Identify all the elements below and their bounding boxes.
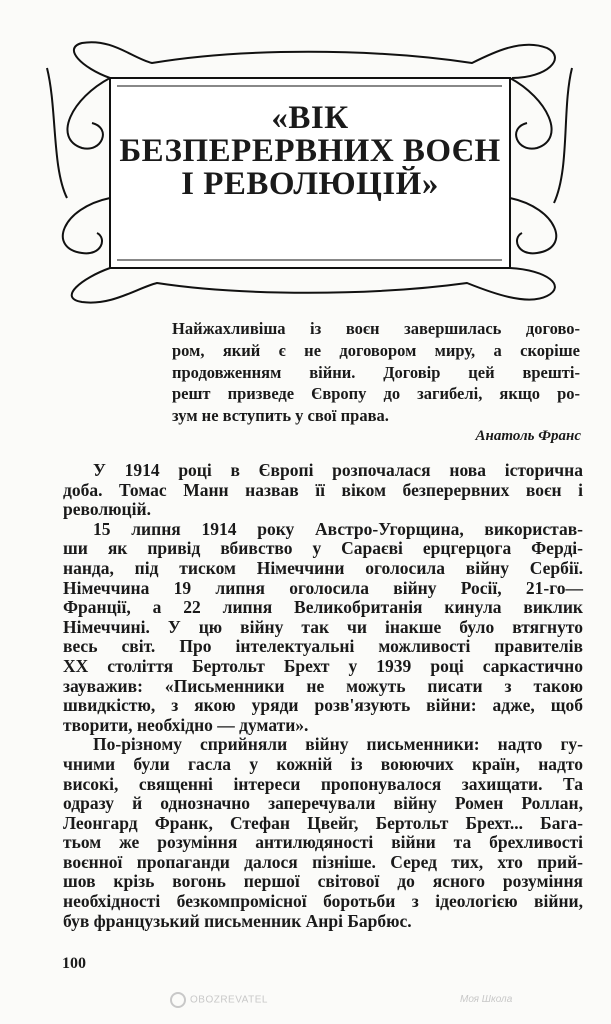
- epigraph-line: ром, який є не договором миру, а скоріше: [172, 340, 580, 360]
- epigraph-author: Анатоль Франс: [475, 428, 581, 444]
- title-line: І РЕВОЛЮЦІЙ»: [181, 166, 439, 202]
- page-number: 100: [62, 955, 86, 972]
- body-line: Леонгард Франк, Стефан Цвейг, Бертольт Брехт... Бага-: [63, 812, 583, 833]
- body-line: революцій.: [63, 499, 151, 520]
- body-line: Німеччина 19 липня оголосила війну Росії, 21-го—: [63, 577, 583, 598]
- body-line: нанда, під тиском Німеччини оголосила війну Сербії.: [63, 557, 583, 578]
- body-line: Франції, а 22 липня Великобританія кинула виклик: [63, 597, 583, 618]
- body-line: одразу й однозначно заперечували війну Ромен Роллан,: [63, 793, 583, 814]
- epigraph-line: зум не вступить у свої права.: [172, 406, 389, 426]
- body-line: ши як привід вбивство у Сараєві ерцгерцога Ферді-: [63, 538, 583, 559]
- epigraph-line: Найжахливіша із воєн завершилась догово-: [172, 319, 580, 338]
- body-text: [63, 461, 583, 931]
- body-line: У 1914 році в Європі розпочалася нова історична: [93, 460, 583, 480]
- body-line: був французький письменник Анрі Барбюс.: [63, 910, 412, 931]
- body-line: зауважив: «Письменники не можуть писати з такою: [63, 675, 583, 696]
- watermark-brand: OBOZREVATEL: [170, 992, 268, 1008]
- epigraph: [172, 318, 580, 427]
- watermark-school: Моя Школа: [460, 994, 513, 1005]
- body-line: чними були гасла у кожній із воюючих країн, надто: [63, 753, 583, 774]
- title-line: «ВІК: [271, 100, 349, 136]
- epigraph-line: продовженням війни. Договір цей врешті-: [172, 362, 580, 382]
- body-line: високі, священні інтереси пропонувалося захищати. Та: [63, 773, 583, 794]
- body-line: Німеччині. У цю війну так чи інакше було втягнуто: [63, 616, 583, 637]
- title-line: БЕЗПЕРЕРВНИХ ВОЄН: [119, 133, 501, 169]
- body-line: необхідності безкомпромісної боротьби з ідеологією війни,: [63, 891, 583, 912]
- body-line: весь світ. Про інтелектуальні можливості правителів: [63, 636, 583, 657]
- body-line: По-різному сприйняли війну письменники: надто гу-: [93, 734, 583, 755]
- body-line: доба. Томас Манн назвав її віком безперервних воєн і: [63, 479, 583, 500]
- body-line: воєнної пропаганди далося пізніше. Серед тих, хто прий-: [63, 851, 583, 872]
- body-line: творити, необхідно — думати».: [63, 714, 309, 735]
- body-line: шов крізь вогонь першої світової до ясного розуміння: [63, 871, 583, 892]
- body-line: 15 липня 1914 року Австро-Угорщина, використав-: [93, 518, 583, 539]
- epigraph-line: решт призведе Європу до загибелі, якщо ро-: [172, 384, 580, 404]
- body-line: швидкістю, з якою уряди розв'язують війни: адже, щоб: [63, 695, 583, 716]
- chapter-title: [110, 102, 510, 201]
- body-line: тьом же розуміння антилюдяності війни та брехливості: [63, 832, 583, 853]
- body-line: XX століття Бертольт Брехт у 1939 році саркастично: [63, 655, 583, 676]
